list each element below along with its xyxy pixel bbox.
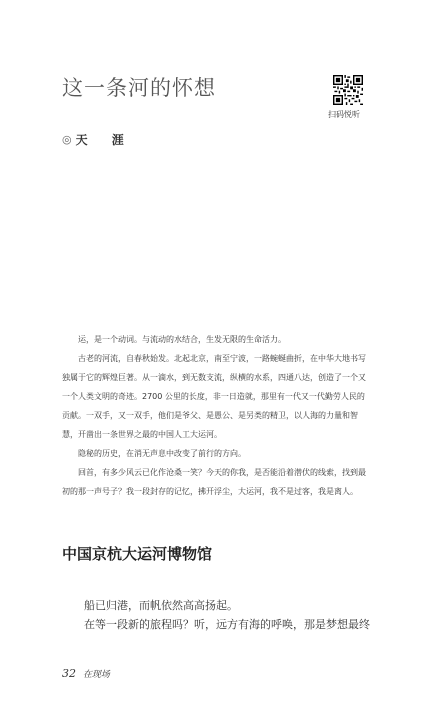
qr-code-icon[interactable] <box>333 75 363 105</box>
intro-paragraph: 隐秘的历史，在消无声息中改变了前行的方向。 <box>78 449 246 458</box>
intro-paragraph: 回首，有多少风云已化作沧桑一笑？今天的你我，是否能沿着潜伏的线索，找到最初的那一声号子？我一段封存的记忆，拂开浮尘，大运河，我不是过客，我是离人。 <box>62 468 366 496</box>
intro-text <box>62 330 368 501</box>
page-number: 32 <box>62 667 76 680</box>
body-text <box>62 596 372 634</box>
intro-paragraph: 运，是一个动词。与流动的水结合，生发无限的生命活力。 <box>78 335 286 344</box>
article-title: 这一条河的怀想 <box>62 76 216 100</box>
qr-label: 扫码悦听 <box>328 110 360 119</box>
author-marker: ◎ <box>62 133 72 146</box>
author-name: 天 涯 <box>75 133 134 147</box>
footer-section: 在现场 <box>82 670 110 680</box>
page-footer <box>62 667 110 680</box>
section-heading: 中国京杭大运河博物馆 <box>62 545 213 563</box>
author-byline <box>62 131 134 148</box>
body-line: 船已归港，而帆依然高高扬起。 <box>84 599 238 612</box>
body-line: 在等一段新的旅程吗？听，远方有海的呼唤，那是梦想最终 <box>84 618 370 631</box>
intro-paragraph: 古老的河流，自春秋始发。北起北京，南至宁波，一路蜿蜒曲折，在中华大地书写独属于它的辉煌巨著。从一滴水，到无数支流，纵横的水系，四通八达，创造了一个又一个人类文明的奇迹。2700 公里的长度，非一日造就，那里有一代又一代勤劳人民的贡献。一双手，又一双手，他们是爷父、是愚公、是另类的精卫，以人海的力量和智慧，开凿出一条世界之最的中国人工大运河。 <box>62 354 366 439</box>
